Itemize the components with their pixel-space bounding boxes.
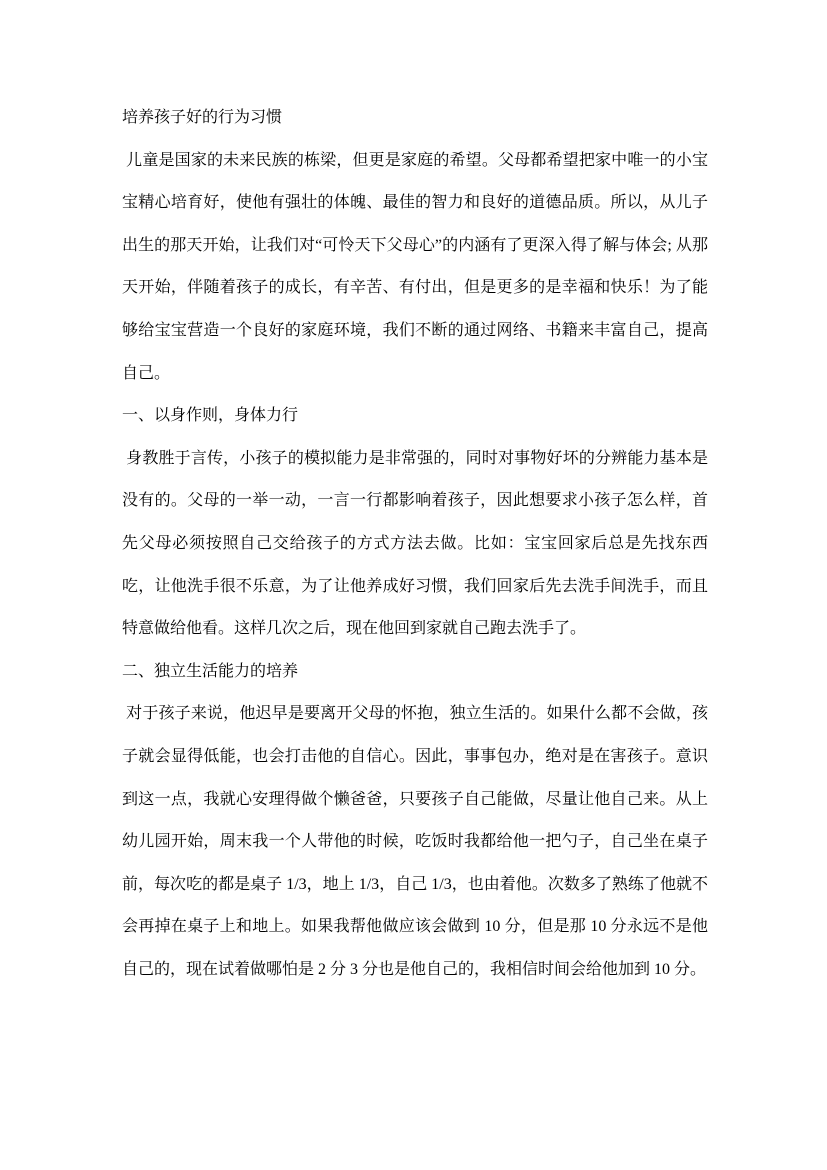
section-heading-1: 一、以身作则，身体力行 <box>122 407 299 425</box>
document-content <box>122 97 708 991</box>
document-title: 培养孩子好的行为习惯 <box>122 109 283 126</box>
paragraph-intro: 儿童是国家的未来民族的栋梁，但更是家庭的希望。父母都希望把家中唯一的小宝宝精心培育好，使他有强壮的体魄、最佳的智力和良好的道德品质。所以，从儿子出生的那天开始，让我们对“可怜天下父母心”的内涵有了更深入得了解与体会; 从那天开始，伴随着孩子的成长，有辛苦、有付出，但是更多的是幸福和快乐！为了能够给宝宝营造一个良好的家庭环境，我们不断的通过网络、书籍来丰富自己，提高自己。 <box>122 151 708 382</box>
paragraph-independent-living: 对于孩子来说，他迟早是要离开父母的怀抱，独立生活的。如果什么都不会做，孩子就会显得低能，也会打击他的自信心。因此，事事包办，绝对是在害孩子。意识到这一点，我就心安理得做个懒爸爸，只要孩子自己能做，尽量让他自己来。从上幼儿园开始，周末我一个人带他的时候，吃饭时我都给他一把勺子，自己坐在桌子前，每次吃的都是桌子 1/3，地上 1/3，自己 1/3，也由着他。次数多了熟练了他就不会再掉在桌子上和地上。如果我帮他做应该会做到 10 分，但是那 10 分永远不是他自己的，现在试着做哪怕是 2 分 3 分也是他自己的，我相信时间会给他加到 10 分。 <box>122 705 708 978</box>
paragraph-lead-by-example: 身教胜于言传，小孩子的模拟能力是非常强的，同时对事物好坏的分辨能力基本是没有的。父母的一举一动，一言一行都影响着孩子，因此想要求小孩子怎么样，首先父母必须按照自己交给孩子的方式方法去做。比如：宝宝回家后总是先找东西吃，让他洗手很不乐意，为了让他养成好习惯，我们回家后先去洗手间洗手，而且特意做给他看。这样几次之后，现在他回到家就自己跑去洗手了。 <box>122 449 708 638</box>
section-heading-2: 二、独立生活能力的培养 <box>122 662 299 680</box>
